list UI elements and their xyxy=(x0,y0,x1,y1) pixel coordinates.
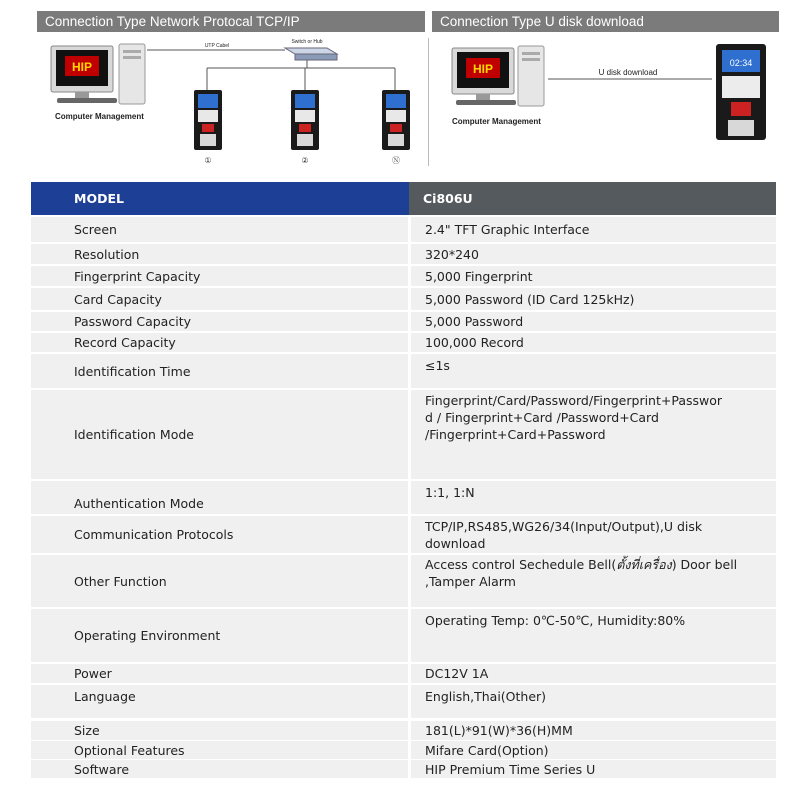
computer-label: Computer Management xyxy=(452,117,541,126)
table-row xyxy=(31,288,776,310)
spec-label: Authentication Mode xyxy=(31,481,408,514)
terminal-icon xyxy=(194,90,222,150)
computer-icon xyxy=(452,46,544,106)
table-row xyxy=(31,390,776,479)
spec-label: Identification Mode xyxy=(31,390,408,479)
switch-icon xyxy=(285,48,337,60)
spec-label: Language xyxy=(31,685,408,718)
switch-label: Switch or Hub xyxy=(291,39,323,45)
device-marker: Ⓝ xyxy=(392,156,400,165)
device-clock: 02:34 xyxy=(729,58,753,68)
spec-label: Password Capacity xyxy=(31,312,408,331)
spec-value: 5,000 Password xyxy=(411,312,776,331)
table-row xyxy=(31,609,776,662)
spec-value-thai: ตั้งที่เครื่อง xyxy=(616,557,672,572)
spec-value: 5,000 Password (ID Card 125kHz) xyxy=(411,288,776,310)
spec-value-line: download xyxy=(425,535,486,551)
spec-label: Other Function xyxy=(31,555,408,607)
table-row xyxy=(31,516,776,553)
spec-value: Mifare Card(Option) xyxy=(411,741,776,759)
table-row xyxy=(31,266,776,286)
spec-label: Record Capacity xyxy=(31,333,408,352)
spec-value: 320*240 xyxy=(411,244,776,264)
table-row xyxy=(31,685,776,718)
table-row xyxy=(31,760,776,778)
terminal-icon xyxy=(291,90,319,150)
spec-label: Software xyxy=(31,760,408,778)
udisk-connection-title: Connection Type U disk download xyxy=(432,11,779,32)
spec-value-line: ,Tamper Alarm xyxy=(425,574,516,589)
screen-logo: HIP xyxy=(71,60,93,74)
spec-value-line: TCP/IP,RS485,WG26/34(Input/Output),U disk xyxy=(425,518,703,534)
network-diagram xyxy=(37,34,425,174)
spec-table xyxy=(31,182,776,777)
table-row xyxy=(31,244,776,264)
spec-value xyxy=(411,516,776,553)
spec-label: Size xyxy=(31,721,408,740)
cable-label: UTP Cabel xyxy=(204,43,230,49)
spec-value xyxy=(411,555,776,607)
computer-icon xyxy=(51,44,145,104)
model-value: Ci806U xyxy=(409,182,776,215)
spec-label: Fingerprint Capacity xyxy=(31,266,408,286)
spec-value: 5,000 Fingerprint xyxy=(411,266,776,286)
terminal-icon xyxy=(382,90,410,150)
spec-label: Resolution xyxy=(31,244,408,264)
table-row xyxy=(31,312,776,331)
table-row xyxy=(31,555,776,607)
spec-value-line: d / Fingerprint+Card /Password+Card xyxy=(425,410,659,425)
spec-label: Card Capacity xyxy=(31,288,408,310)
spec-value: 181(L)*91(W)*36(H)MM xyxy=(411,721,776,740)
spec-value: 2.4" TFT Graphic Interface xyxy=(411,217,776,242)
udisk-diagram xyxy=(432,34,779,174)
table-row xyxy=(31,664,776,683)
spec-value-text: Access control Sechedule Bell( xyxy=(425,557,617,572)
table-header xyxy=(31,182,776,215)
udisk-link-label: U disk download xyxy=(598,68,658,77)
spec-value-line: /Fingerprint+Card+Password xyxy=(425,427,606,442)
spec-value-line: Fingerprint/Card/Password/Fingerprint+Passwor xyxy=(425,393,723,408)
table-row xyxy=(31,354,776,388)
spec-value: 1:1, 1:N xyxy=(411,481,776,514)
table-row xyxy=(31,333,776,352)
spec-value: English,Thai(Other) xyxy=(411,685,776,718)
spec-value: DC12V 1A xyxy=(411,664,776,683)
network-connection-title: Connection Type Network Protocal TCP/IP xyxy=(37,11,425,32)
table-row xyxy=(31,721,776,740)
spec-label: Operating Environment xyxy=(31,609,408,662)
spec-label: Optional Features xyxy=(31,741,408,759)
spec-value: HIP Premium Time Series U xyxy=(411,760,776,778)
computer-label: Computer Management xyxy=(55,112,144,121)
spec-value xyxy=(411,390,776,479)
spec-value: Operating Temp: 0℃-50℃, Humidity:80% xyxy=(411,609,776,662)
spec-label: Identification Time xyxy=(31,354,408,388)
spec-label: Screen xyxy=(31,217,408,242)
spec-value-line xyxy=(425,556,737,573)
screen-logo: HIP xyxy=(472,62,494,76)
spec-value: 100,000 Record xyxy=(411,333,776,352)
spec-value-text: ) Door bell xyxy=(671,557,738,572)
spec-label: Power xyxy=(31,664,408,683)
device-marker: ② xyxy=(301,156,309,165)
table-row xyxy=(31,481,776,514)
device-marker: ① xyxy=(204,156,212,165)
terminal-icon xyxy=(716,44,766,140)
table-row xyxy=(31,217,776,242)
model-header: MODEL xyxy=(31,182,409,215)
spec-value: ≤1s xyxy=(411,354,776,388)
spec-label: Communication Protocols xyxy=(31,516,408,553)
table-row xyxy=(31,741,776,759)
panel-divider xyxy=(428,38,429,166)
